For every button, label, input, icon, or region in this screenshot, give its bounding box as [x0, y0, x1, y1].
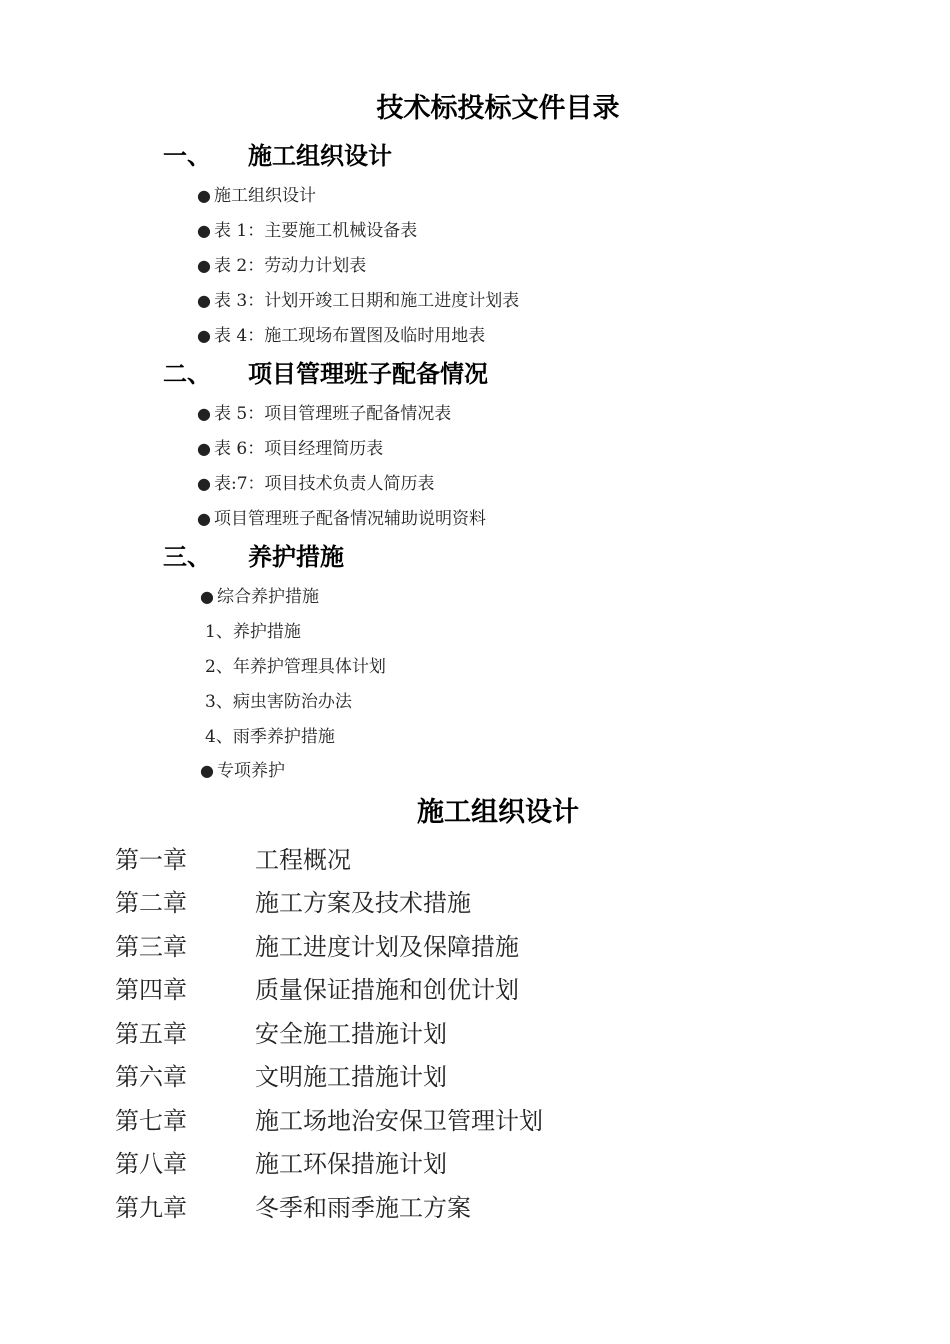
list-item: ● 表:7：项目技术负责人简历表	[197, 474, 435, 494]
list-item: ● 表 3：计划开竣工日期和施工进度计划表	[197, 291, 520, 311]
bullet-icon: ●	[197, 509, 211, 528]
sub-list-item: 1、养护措施	[205, 622, 301, 642]
chapter-number: 第七章	[115, 1107, 187, 1135]
bullet-icon: ●	[197, 474, 211, 493]
chapter-row	[115, 1062, 447, 1092]
chapter-number: 第九章	[115, 1194, 187, 1222]
chapter-row	[115, 932, 519, 962]
bullet-icon: ●	[197, 326, 211, 345]
bullet-icon: ●	[197, 256, 211, 275]
section-number: 二、	[163, 360, 211, 388]
section-title: 养护措施	[248, 543, 344, 571]
toc-title: 技术标投标文件目录	[376, 93, 620, 124]
chapter-title: 质量保证措施和创优计划	[255, 976, 519, 1004]
list-item: ● 表 4：施工现场布置图及临时用地表	[197, 326, 486, 346]
bullet-icon: ●	[200, 761, 214, 780]
bullet-icon: ●	[200, 587, 214, 606]
list-item: ● 表 5：项目管理班子配备情况表	[197, 404, 452, 424]
list-item: ● 表 2：劳动力计划表	[197, 256, 367, 276]
bullet-icon: ●	[197, 221, 211, 240]
list-item: ● 表 6：项目经理简历表	[197, 439, 384, 459]
chapter-number: 第八章	[115, 1150, 187, 1178]
section-title: 施工组织设计	[248, 142, 392, 170]
bullet-icon: ●	[197, 186, 211, 205]
chapter-title: 工程概况	[255, 846, 351, 874]
chapter-title: 施工场地治安保卫管理计划	[255, 1107, 543, 1135]
list-item: ● 施工组织设计	[197, 186, 316, 206]
chapter-title: 文明施工措施计划	[255, 1063, 447, 1091]
chapter-row	[115, 975, 519, 1005]
bullet-icon: ●	[197, 291, 211, 310]
section-heading-2	[163, 359, 488, 389]
chapter-number: 第一章	[115, 846, 187, 874]
section-number: 三、	[163, 543, 211, 571]
chapter-title: 冬季和雨季施工方案	[255, 1194, 471, 1222]
bullet-icon: ●	[197, 439, 211, 458]
chapter-title: 施工方案及技术措施	[255, 889, 471, 917]
chapter-number: 第三章	[115, 933, 187, 961]
chapter-number: 第二章	[115, 889, 187, 917]
chapter-title: 施工进度计划及保障措施	[255, 933, 519, 961]
section-title: 项目管理班子配备情况	[248, 360, 488, 388]
chapter-row	[115, 1149, 447, 1179]
list-item: ● 表 1：主要施工机械设备表	[197, 221, 418, 241]
chapter-row	[115, 845, 351, 875]
chapter-row	[115, 1106, 543, 1136]
chapter-number: 第五章	[115, 1020, 187, 1048]
chapter-row	[115, 888, 471, 918]
list-item: ● 项目管理班子配备情况辅助说明资料	[197, 509, 486, 529]
design-title: 施工组织设计	[417, 797, 579, 828]
bullet-icon: ●	[197, 404, 211, 423]
section-heading-3	[163, 542, 344, 572]
sub-list-item: 4、雨季养护措施	[205, 727, 335, 747]
list-item: ● 专项养护	[200, 761, 285, 781]
sub-list-item: 2、年养护管理具体计划	[205, 657, 386, 677]
section-heading-1	[163, 141, 392, 171]
list-item: ● 综合养护措施	[200, 587, 319, 607]
chapter-number: 第六章	[115, 1063, 187, 1091]
chapter-title: 安全施工措施计划	[255, 1020, 447, 1048]
chapter-number: 第四章	[115, 976, 187, 1004]
sub-list-item: 3、病虫害防治办法	[205, 692, 352, 712]
chapter-row	[115, 1019, 447, 1049]
section-number: 一、	[163, 142, 211, 170]
chapter-title: 施工环保措施计划	[255, 1150, 447, 1178]
chapter-row	[115, 1193, 471, 1223]
